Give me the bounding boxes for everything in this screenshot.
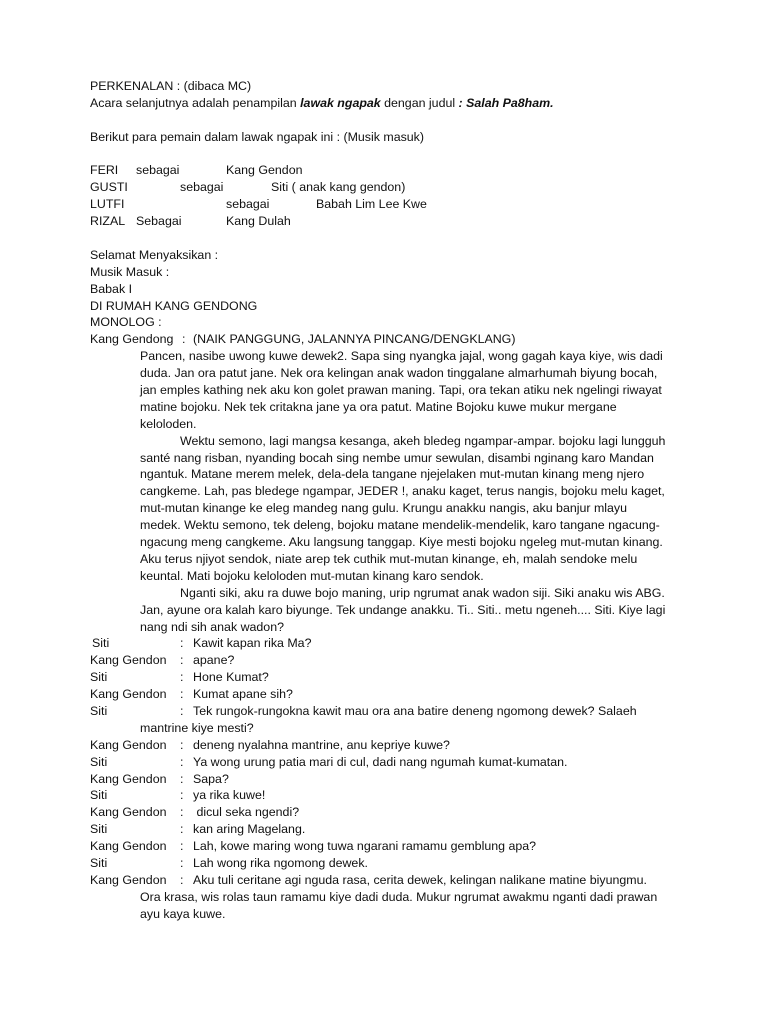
line-text: Ya wong urung patia mari di cul, dadi nang ngumah kumat-kumatan. (193, 754, 568, 769)
line-text: Aku tuli ceritane agi nguda rasa, cerita dewek, kelingan nalikane matine biyungmu. (193, 872, 647, 887)
role-name: Kang Gendon (226, 163, 303, 178)
monolog-line: Jan, ayune ora kalah karo biyunge. Tek undange anakku. Ti.. Siti.. metu ngeneh.... Siti. Kiye lagi (140, 602, 666, 617)
monolog-line: mut-mutan kinange ke eleg mandeg nang gulu. Krungu anakku nangis, aku banjur mlayu (140, 501, 627, 516)
opening-line: Musik Masuk : (90, 264, 170, 279)
speaker: Siti (90, 703, 108, 718)
actor-name: RIZAL (90, 214, 126, 229)
dialogue-line (90, 787, 690, 804)
line-text: Lah wong rika ngomong dewek. (193, 855, 368, 870)
speaker: Kang Gendon (90, 737, 167, 752)
colon: : (180, 805, 184, 820)
line-text: Sapa? (193, 771, 229, 786)
monolog-label: MONOLOG : (90, 315, 162, 330)
monolog-line: nang ndi sih anak wadon? (140, 619, 284, 634)
monolog-line: santé nang risban, nyanding bocah sing nembe umur sewulan, disambi nginang karo Mandan (140, 450, 654, 465)
genre-emphasis: lawak ngapak (300, 95, 381, 110)
dialogue-line (90, 771, 690, 788)
cast-row (90, 162, 690, 179)
cast-list (90, 162, 690, 230)
role-name: Babah Lim Lee Kwe (316, 197, 427, 212)
colon: : (180, 737, 184, 752)
dialogue-line (90, 754, 690, 771)
dialogue-line (90, 703, 690, 720)
colon: : (180, 687, 184, 702)
intro-heading: PERKENALAN : (dibaca MC) (90, 79, 252, 93)
stage-direction: (NAIK PANGGUNG, JALANNYA PINCANG/DENGKLANG) (193, 332, 516, 347)
speaker: Kang Gendon (90, 771, 167, 786)
speaker: Kang Gendon (90, 839, 167, 854)
cast-as: sebagai (226, 197, 270, 212)
role-name: Kang Dulah (226, 214, 291, 229)
dialogue-line (90, 686, 690, 703)
colon: : (180, 872, 184, 887)
monolog-line: duda. Jan ora patut jane. Nek ora kelingan anak wadon tinggalane almarhumah biyung bocah, (140, 366, 658, 381)
monolog-line: Pancen, nasibe uwong kuwe dewek2. Sapa sing nyangka jajal, wong gagah kaya kiye, wis dadi (140, 349, 663, 364)
monolog-line: matine bojoku. Nek tek critakna jane ya ora patut. Matine Bojoku kuwe mukur mergane (140, 399, 617, 414)
line-text: Hone Kumat? (193, 670, 269, 685)
monolog-line: Nganti siki, aku ra duwe bojo maning, urip ngrumat anak wadon siji. Siki anaku wis ABG. (180, 585, 665, 600)
colon: : (180, 771, 184, 786)
actor-name: GUSTI (90, 180, 128, 195)
colon: : (180, 855, 184, 870)
line-text: dicul seka ngendi? (193, 805, 300, 820)
dialogue-continuation: Ora krasa, wis rolas taun ramamu kiye dadi duda. Mukur ngrumat awakmu nganti dadi prawan (140, 889, 658, 904)
actor-name: LUTFI (90, 197, 125, 212)
cast-row (90, 196, 690, 213)
monolog-line: Wektu semono, lagi mangsa kesanga, akeh bledeg ngampar-ampar. bojoku lagi lungguh (180, 433, 666, 448)
line-text: Kumat apane sih? (193, 687, 293, 702)
cast-as: sebagai (180, 180, 224, 195)
line-text: apane? (193, 653, 235, 668)
dialogue-line (90, 872, 690, 889)
speaker: Kang Gendon (90, 872, 167, 887)
dialogue-line (90, 669, 690, 686)
actor-name: FERI (90, 163, 119, 178)
line-text: deneng nyalahna mantrine, anu kepriye kuwe? (193, 737, 450, 752)
play-title: : Salah Pa8ham. (458, 95, 554, 110)
speaker: Siti (90, 754, 108, 769)
speaker: Siti (92, 636, 110, 651)
line-text: ya rika kuwe! (193, 788, 266, 803)
line-text: Lah, kowe maring wong tuwa ngarani ramamu gemblung apa? (193, 839, 537, 854)
line-text: kan aring Magelang. (193, 822, 306, 837)
players-line: Berikut para pemain dalam lawak ngapak ini : (Musik masuk) (90, 129, 425, 144)
line-text: Kawit kapan rika Ma? (193, 636, 312, 651)
scene-heading: DI RUMAH KANG GENDONG (90, 298, 258, 313)
colon: : (180, 754, 184, 769)
colon: : (180, 822, 184, 837)
monolog-line: Aku terus njiyot sendok, niate arep tek cuthik mut-mutan kinange, eh, malah sendoke melu (140, 551, 638, 566)
cast-row (90, 179, 690, 196)
colon: : (180, 636, 184, 651)
speaker: Kang Gendong (90, 332, 174, 347)
dialogue-line (90, 855, 690, 872)
colon: : (180, 653, 184, 668)
colon: : (180, 670, 184, 685)
monolog-line: ngacung meng cangkeme. Aku langsung tanggap. Kiye mesti bojoku ngeleg mut-mutan kinang. (140, 535, 663, 550)
monolog-line: keloloden. (140, 416, 197, 431)
role-name: Siti ( anak kang gendon) (271, 180, 406, 195)
speaker: Siti (90, 855, 108, 870)
line-text: Tek rungok-rungokna kawit mau ora ana batire deneng ngomong dewek? Salaeh (193, 703, 637, 718)
speaker: Kang Gendon (90, 653, 167, 668)
monolog-line: jan emples kathing nek aku kon golet prawan maning. Tapi, ora tekan atiku nek ngelingi riwayat (140, 383, 662, 398)
dialogue-line (90, 838, 690, 855)
dialogue-continuation: mantrine kiye mesti? (140, 720, 254, 735)
act-label: Babak I (90, 281, 133, 296)
speaker: Kang Gendon (90, 687, 167, 702)
monolog-text (140, 348, 708, 635)
dialogue-line (90, 821, 690, 838)
monolog-line: medek. Wektu semono, tek deleng, bojoku matane mendelik-mendelik, karo tangane ngacung- (140, 518, 660, 533)
speaker: Siti (90, 788, 108, 803)
monolog-line: cangkeme. Lah, pas bledege ngampar, JEDER !, anaku kaget, terus nangis, bojoku melu kaget, (140, 484, 665, 499)
dialogue-continuation: ayu kaya kuwe. (140, 906, 226, 921)
dialogue-line (90, 635, 690, 652)
monolog-line: keuntal. Mati bojoku keloloden mut-mutan kinang karo sendok. (140, 568, 484, 583)
colon: : (180, 839, 184, 854)
stage-direction-line (90, 331, 690, 348)
cast-as: sebagai (136, 163, 180, 178)
opening-line: Selamat Menyaksikan : (90, 247, 219, 262)
speaker: Siti (90, 670, 108, 685)
cast-as: Sebagai (136, 214, 182, 229)
intro-announcement (90, 95, 690, 112)
colon: : (180, 788, 184, 803)
dialogue-line (90, 737, 690, 754)
colon: : (180, 703, 184, 718)
dialogue-line (90, 804, 690, 821)
announcement-text: Acara selanjutnya adalah penampilan (90, 95, 301, 110)
cast-row (90, 213, 690, 230)
script-body (90, 78, 690, 923)
speaker: Kang Gendon (90, 805, 167, 820)
dialogue-list (90, 635, 690, 922)
dialogue-line (90, 652, 690, 669)
colon: : (182, 332, 186, 347)
speaker: Siti (90, 822, 108, 837)
announcement-text-mid: dengan judul (380, 95, 459, 110)
monolog-line: ngantuk. Matane merem melek, dela-dela tangane njejelaken mut-mutan kinang meng njero (140, 467, 645, 482)
